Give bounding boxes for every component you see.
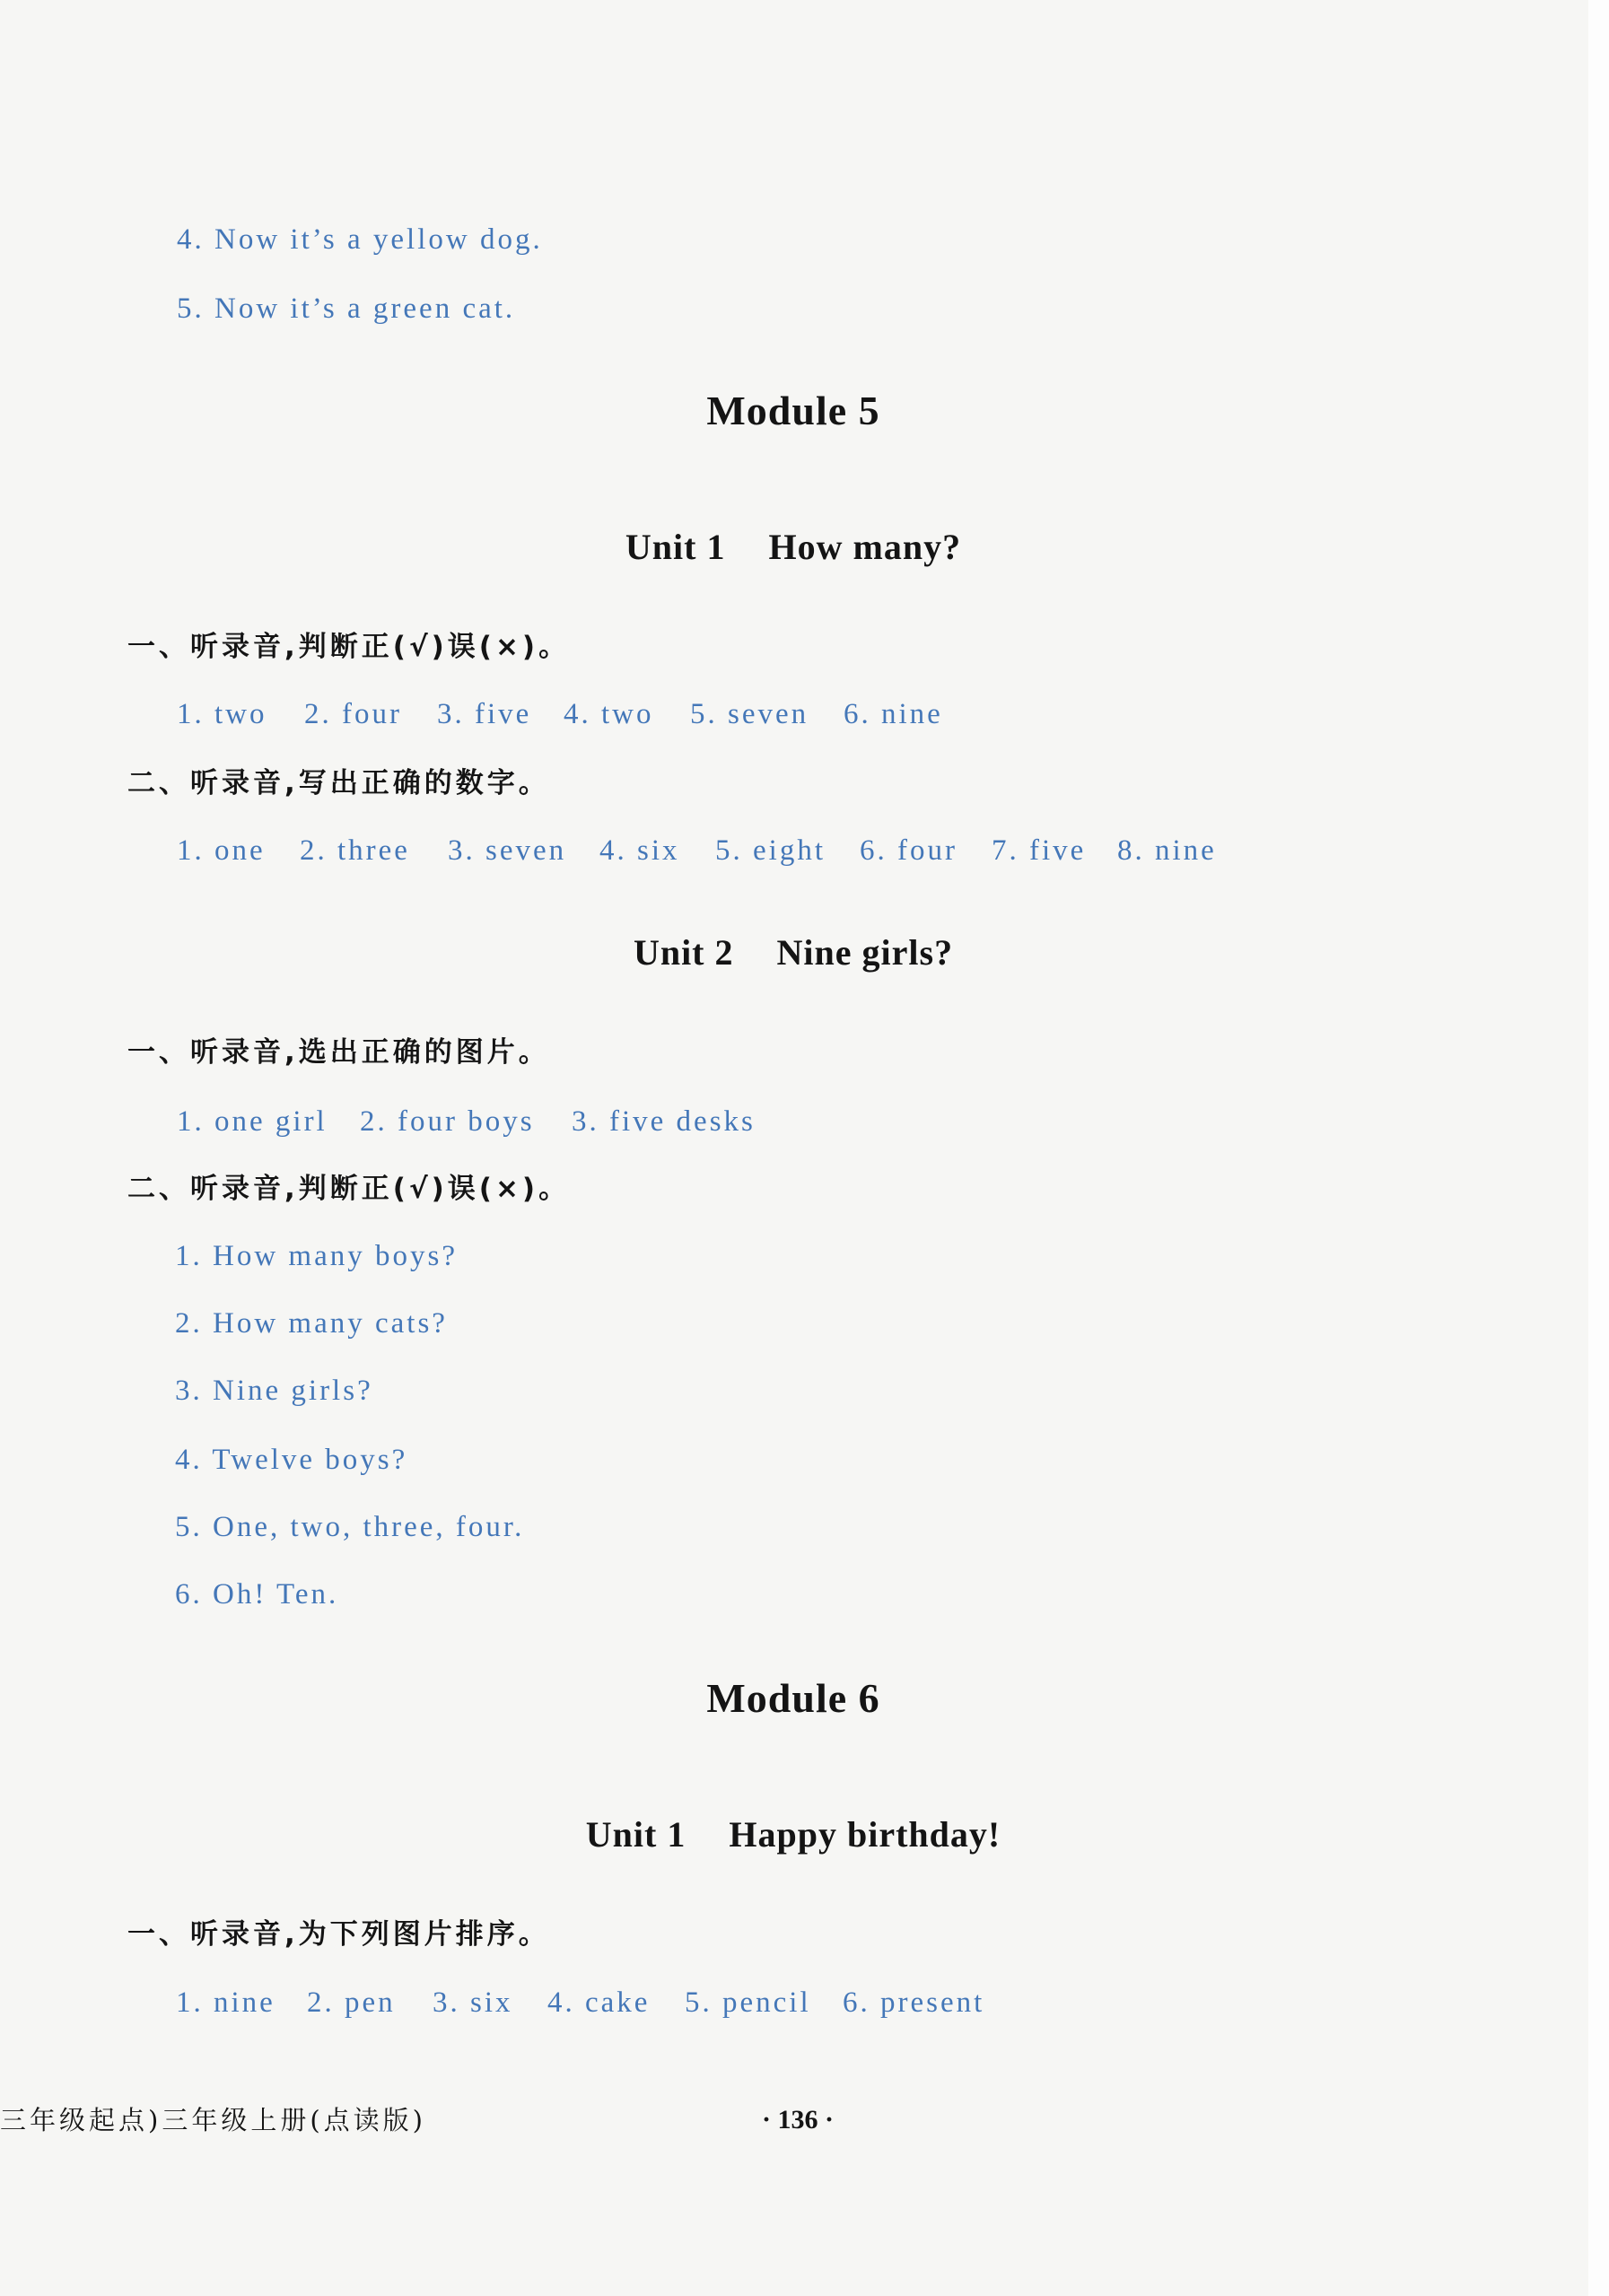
answer-item: 5. pencil [685,1986,811,2019]
answer-line: 5. Now it’s a green cat. [177,292,516,325]
answer-item: 2. pen [307,1986,396,2019]
answer-item: 3. five [437,698,532,730]
answer-item: 3. six [433,1986,513,2019]
answer-item: 6. present [843,1986,985,2019]
answer-row [0,1104,1588,1139]
section-instruction: 一、听录音,选出正确的图片。 [127,1036,550,1069]
section-instruction: 二、听录音,写出正确的数字。 [127,767,550,799]
answer-item: 6. nine [844,698,943,730]
page-number: · 136 · [761,2105,834,2134]
answer-line: 1. How many boys? [175,1240,458,1272]
section-instruction: 一、听录音,为下列图片排序。 [127,1918,550,1951]
section-instruction: 一、听录音,判断正(√)误(×)。 [127,631,571,663]
answer-item: 1. one [177,834,266,867]
answer-line: 3. Nine girls? [175,1375,373,1407]
module-title: Module 5 [706,388,880,433]
unit-heading [0,526,1587,569]
answer-item: 7. five [992,834,1087,867]
unit-label: Unit 2 [633,932,734,973]
answer-item: 2. four boys [360,1105,535,1138]
page-edge [1588,0,1609,2296]
answer-item: 6. four [860,834,958,867]
answer-item: 2. four [304,698,402,730]
answer-item: 4. two [564,698,654,730]
answer-line: 5. One, two, three, four. [175,1511,525,1543]
answer-line: 2. How many cats? [175,1307,448,1340]
answer-row [0,696,1588,732]
unit-label: Unit 1 [625,527,726,567]
answer-item: 8. nine [1117,834,1217,867]
unit-label: Unit 1 [585,1814,686,1855]
answer-item: 5. eight [715,834,826,867]
answer-item: 3. five desks [572,1105,756,1138]
answer-item: 4. six [599,834,680,867]
unit-title: How many? [768,527,962,567]
section-instruction: 二、听录音,判断正(√)误(×)。 [127,1173,571,1205]
unit-heading [0,931,1587,974]
answer-row [0,1985,1588,2021]
answer-item: 1. one girl [177,1105,328,1138]
unit-title: Happy birthday! [729,1814,1001,1855]
answer-item: 1. two [177,698,267,730]
answer-item: 3. seven [448,834,567,867]
module-title: Module 6 [706,1675,880,1721]
answer-line: 6. Oh! Ten. [175,1578,339,1611]
answer-item: 5. seven [690,698,809,730]
answer-item: 2. three [300,834,410,867]
answer-item: 1. nine [176,1986,275,2019]
unit-title: Nine girls? [776,932,954,973]
answer-item: 4. cake [547,1986,651,2019]
footer-book-title: 三年级起点)三年级上册(点读版) [0,2105,426,2135]
answer-line: 4. Now it’s a yellow dog. [177,223,543,256]
answer-row [0,833,1588,869]
answer-line: 4. Twelve boys? [175,1444,408,1476]
unit-heading [0,1813,1587,1856]
